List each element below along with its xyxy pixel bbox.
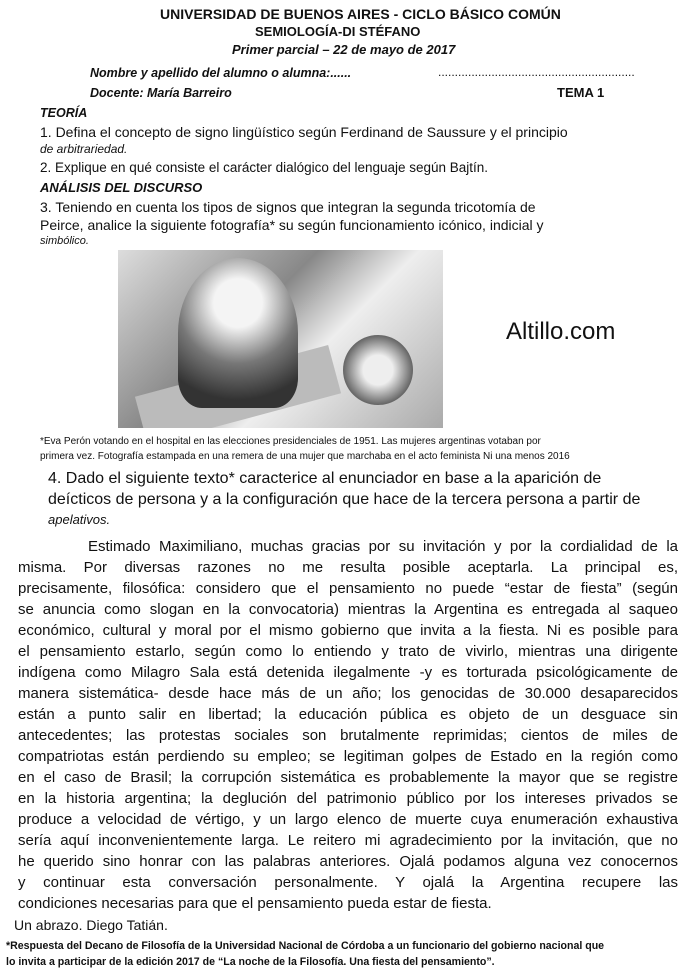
letter-line: misma. Por diversas razones no me resulta posible aceptarla. La principal es, <box>18 559 678 576</box>
letter-line: produce a velocidad de vértigo, y un largo elenco de muerte cuya enumeración exhaustiva <box>18 811 678 828</box>
letter-line: manera sistemática- desde hace más de un año; los genocidas de 30.000 desaparecidos <box>18 685 678 702</box>
letter-line: están a punto salir en libertad; la educación pública es objeto de un desguace sin <box>18 706 678 723</box>
letter-line: condiciones necesarias para que el pensamiento pueda estar de fiesta. <box>18 895 492 912</box>
teoria-heading: TEORÍA <box>40 106 88 120</box>
letter-line: indígena como Milagro Sala está detenida ilegalmente -y es torturada psicológicamente de <box>18 664 678 681</box>
university-title: UNIVERSIDAD DE BUENOS AIRES - CICLO BÁSICO COMÚN <box>160 6 561 22</box>
watermark: Altillo.com <box>506 318 616 345</box>
question-3-end: simbólico. <box>40 235 89 247</box>
question-3-cont: Peirce, analice la siguiente fotografía* su según funcionamiento icónico, indicial y <box>40 217 544 233</box>
letter-line: se anuncia como slogan en la convocatoria) mientras la Argentina es entregada al saqueo <box>18 601 678 618</box>
question-1-cont: de arbitrariedad. <box>40 142 128 156</box>
question-4: 4. Dado el siguiente texto* caracterice al enunciador en base a la aparición de <box>48 470 602 487</box>
question-1: 1. Defina el concepto de signo lingüístico según Ferdinand de Saussure y el principio <box>40 124 568 140</box>
question-2: 2. Explique en qué consiste el carácter dialógico del lenguaje según Bajtín. <box>40 160 489 175</box>
letter-line: Estimado Maximiliano, muchas gracias por su invitación y por la cordialidad de la <box>88 538 678 555</box>
student-name-blank[interactable]: ........................................................... <box>438 65 635 79</box>
letter-line: en la historia argentina; la deglución del patrimonio público por los intereses privados se <box>18 790 678 807</box>
exam-title: Primer parcial – 22 de mayo de 2017 <box>232 42 456 57</box>
teacher-name: Docente: María Barreiro <box>90 86 232 100</box>
letter-line: económico, cultural y moral por el mismo gobierno que invita a la fiesta. Ni es posible para <box>18 622 678 639</box>
letter-signature: Un abrazo. Diego Tatián. <box>14 917 168 933</box>
letter-line: compatriotas están perdiendo su empleo; se legitiman golpes de Estado en la región como <box>18 748 678 765</box>
letter-line: he querido sino honrar con las palabras anteriores. Ojalá podamos alguna vez conocernos <box>18 853 678 870</box>
question-4-cont: deícticos de persona y a la configuración que hace de la tercera persona a partir de <box>48 491 641 508</box>
letter-line: antecedentes; las protestas sociales son brutalmente reprimidas; cientos de miles de <box>18 727 678 744</box>
question-3: 3. Teniendo en cuenta los tipos de signos que integran la segunda tricotomía de <box>40 199 536 215</box>
analisis-heading: ANÁLISIS DEL DISCURSO <box>40 180 203 195</box>
letter-line: sería aquí inconvenientemente larga. Le reitero mi agradecimiento por la invitación, que no <box>18 832 678 849</box>
letter-line: el pensamiento estarlo, según como lo entiendo y trato de vivirlo, mientras una dirigente <box>18 643 678 660</box>
letter-line: en el caso de Brasil; la corrupción sistemática es probablemente la mayor que se registre <box>18 769 678 786</box>
footnote-2: lo invita a participar de la edición 2017 de “La noche de la Filosofía. Una fiesta del pensamiento”. <box>6 956 495 968</box>
letter-line: y continuar esta conversación personalmente. Y ojalá la Argentina recupere las <box>18 874 678 891</box>
letter-line: precisamente, filosófica: considero que el pensamiento no puede “estar de fiesta” (según <box>18 580 678 597</box>
student-name-label: Nombre y apellido del alumno o alumna:...... <box>90 66 352 80</box>
question-4-end: apelativos. <box>48 512 111 527</box>
photo-caption-2: primera vez. Fotografía estampada en una remera de una mujer que marchaba en el acto feminista Ni una menos 2016 <box>40 451 570 462</box>
eva-peron-photo <box>118 250 443 428</box>
footnote-1: *Respuesta del Decano de Filosofía de la Universidad Nacional de Córdoba a un funcionario del gobierno nacional que <box>6 940 605 952</box>
tema-label: TEMA 1 <box>557 85 605 100</box>
subject-title: SEMIOLOGÍA-DI STÉFANO <box>255 24 421 39</box>
photo-caption-1: *Eva Perón votando en el hospital en las elecciones presidenciales de 1951. Las mujeres argentinas votaban por <box>40 436 541 447</box>
